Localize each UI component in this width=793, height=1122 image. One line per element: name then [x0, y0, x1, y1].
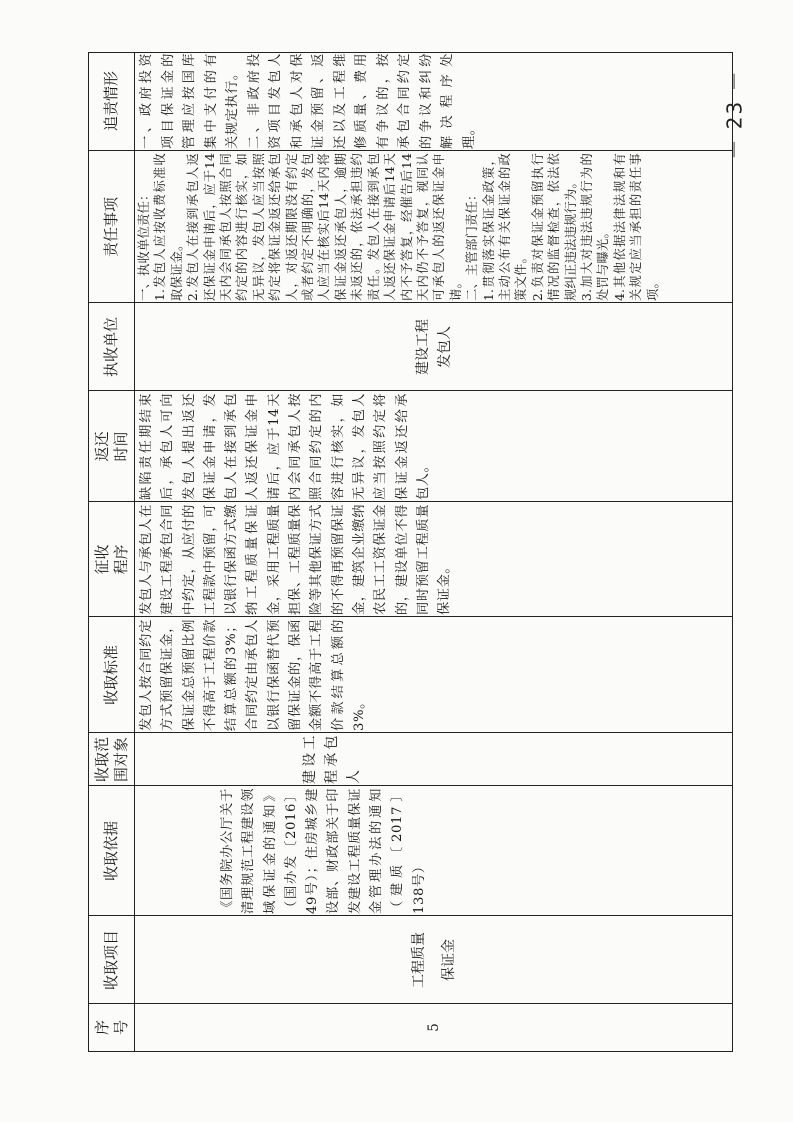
row-refund-time: 缺陷责任期结束后，承包人可向发包人提出返还保证金申请，发包人在接到承包人返还保证金申请后，应于14天内会同承包人按照合同约定的内容进行核实，如无异议，发包人应当按照约定将保证金返还给承包人。: [139, 393, 431, 500]
page-number: － 23 －: [722, 69, 747, 160]
row-collector: 建设工程 发包人: [415, 319, 453, 375]
header-duties: 责任事项: [102, 197, 120, 258]
header-accountability: 追责情形: [102, 71, 120, 132]
fee-table: [88, 52, 733, 1052]
row-basis: 《国务院办公厅关于清理规范工程建设领域保证金的通知》（国办发〔2016〕49号）；住房城乡建设部、财政部关于印发建设工程质量保证金管理办法的通知（建质〔2017〕138号）: [220, 788, 427, 914]
header-collector: 执收单位: [102, 317, 120, 378]
header-refund-time: 返还 时间: [92, 431, 130, 462]
header-basis: 收取依据: [102, 821, 120, 882]
row-procedure: 发包人与承包人在建设工程承包合同中约定，从应付的工程款中预留，可以银行保函方式缴纳工程质量保证金，采用工程质量担保、工程质量保险等其他保证方式的不得再预留保证金，建筑企业缴纳农民工工资保证金的，建设单位不得同时预留工程质量保证金。: [139, 504, 453, 615]
header-item: 收取项目: [102, 930, 120, 991]
row-duties: 一、执收单位责任： 1.发包人应按收费标准收取保证金。 2.发包人在接到承包人返还保证金申请后，应于14天内会同承包人按照合同约定的内容进行核实，如无异议，发包人应当按照约定将保证金返还给承包人，对返还期限没有约定或者约定不明确的，发包人应当在核实后14天内将保证金返还承包人，逾期未返还的，依法承担违约责任。发包人在接到承包人返还保证金申请后14天内不予答复，经催告后14天内仍不予答复，视同认可承包人的返还保证金申请。 二、主管部门责任： 1.贯彻落实保证金政策，主动公布有关保证金的政策文件。 2.负责对保证金预留执行情况的监督检查，依法依规纠正违法违规行为。 3.加大对违法违规行为的处罚与曝光。 4.其他依据法律法规和有关规定应当承担的责任事项。: [137, 153, 660, 301]
row-seq: 5: [426, 1023, 442, 1032]
header-procedure: 征收 程序: [92, 544, 130, 575]
row-scope: 建设工程承包人: [302, 735, 362, 784]
rotated-table-container: [88, 52, 733, 1052]
row-accountability: 一、政府投资项目保证金的管理应按国库集中支付的有关规定执行。 二、非政府投资项目发包人和承包人对保证金预留、返还以及工程维修质量、费用有争议的，按承包合同约定的争议和纠纷解决程序处理。: [139, 53, 477, 149]
header-seq: 序 号: [92, 1020, 130, 1036]
row-standard: 发包人按合同约定方式预留保证金，保证金总预留比例不得高于工程价款结算总额的3%；合同约定由承包人以银行保函替代预留保证金的，保函金额不得高于工程价款结算总额的3%。: [139, 619, 367, 731]
row-item: 工程质量 保证金: [411, 932, 457, 988]
header-scope: 收取范 围对象: [92, 737, 130, 783]
header-standard: 收取标准: [102, 645, 120, 706]
